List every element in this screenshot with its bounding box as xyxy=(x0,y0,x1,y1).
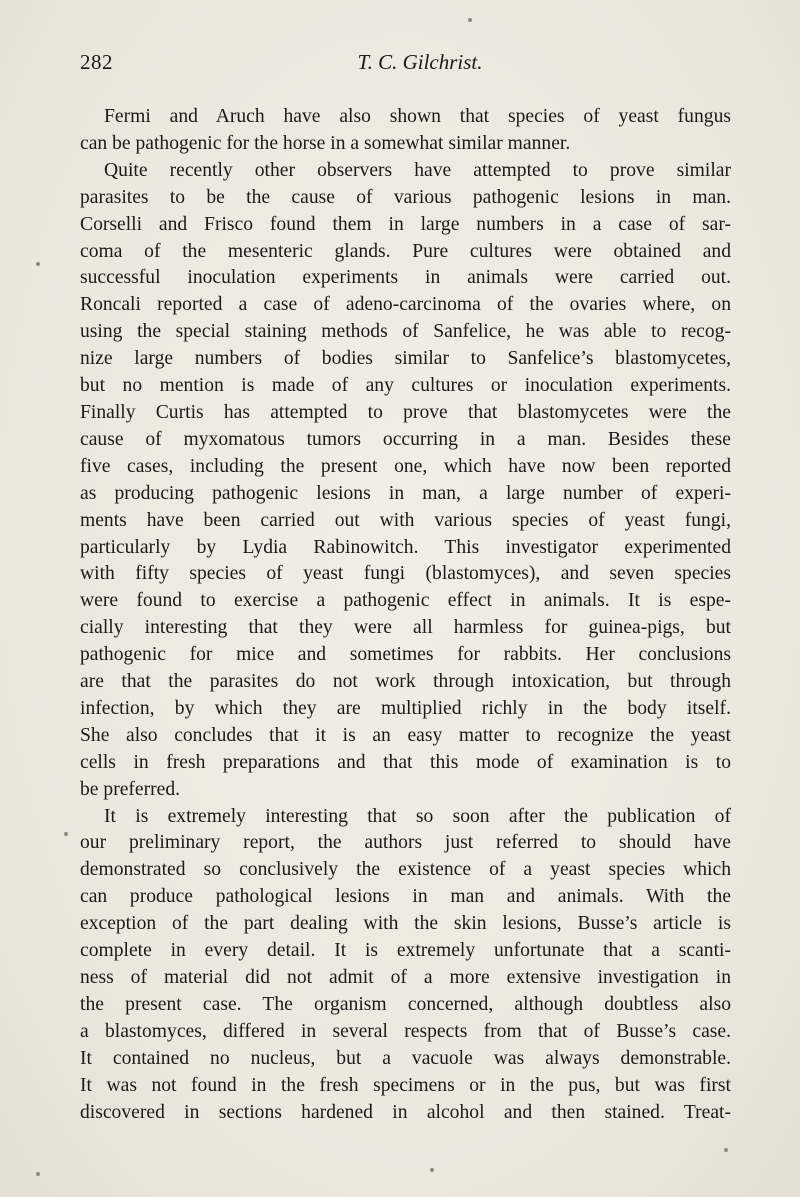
text-line: demonstrated so conclusively the existence of a yeast species which xyxy=(80,859,731,881)
text-line: Corselli and Frisco found them in large numbers in a case of sar- xyxy=(80,213,731,235)
text-line: It was not found in the fresh specimens or in the pus, but was first xyxy=(80,1074,731,1096)
text-line: can produce pathological lesions in man and animals. With the xyxy=(80,886,731,908)
text-line: exception of the part dealing with the skin lesions, Busse’s article is xyxy=(80,913,731,935)
text-line: were found to exercise a pathogenic effect in animals. It is espe- xyxy=(80,590,731,612)
text-line: complete in every detail. It is extremely unfortunate that a scanti- xyxy=(80,940,731,962)
paper-speck xyxy=(468,18,472,22)
text-line: pathogenic for mice and sometimes for rabbits. Her conclusions xyxy=(80,644,731,666)
running-header xyxy=(80,50,730,80)
text-line: as producing pathogenic lesions in man, a large number of experi- xyxy=(80,482,731,504)
paper-speck xyxy=(36,1172,40,1176)
text-line: with fifty species of yeast fungi (blastomyces), and seven species xyxy=(80,563,731,585)
text-line: It contained no nucleus, but a vacuole was always demonstrable. xyxy=(80,1047,731,1069)
text-line: but no mention is made of any cultures or inoculation experiments. xyxy=(80,375,731,397)
text-line: cells in fresh preparations and that this mode of examination is to xyxy=(80,751,731,773)
text-line: a blastomyces, differed in several respects from that of Busse’s case. xyxy=(80,1020,731,1042)
page-number: 282 xyxy=(80,50,113,74)
text-line: Finally Curtis has attempted to prove that blastomycetes were the xyxy=(80,401,731,423)
text-line: using the special staining methods of Sanfelice, he was able to recog- xyxy=(80,321,731,343)
text-line: the present case. The organism concerned, although doubtless also xyxy=(80,993,731,1015)
text-line: cially interesting that they were all harmless for guinea-pigs, but xyxy=(80,617,731,639)
text-line: can be pathogenic for the horse in a somewhat similar manner. xyxy=(80,132,571,154)
paper-speck xyxy=(64,832,68,836)
text-line: coma of the mesenteric glands. Pure cultures were obtained and xyxy=(80,240,731,262)
text-line: Quite recently other observers have attempted to prove similar xyxy=(104,159,731,181)
text-line: cause of myxomatous tumors occurring in a man. Besides these xyxy=(80,428,731,450)
text-line: ness of material did not admit of a more extensive investigation in xyxy=(80,967,731,988)
text-line: five cases, including the present one, which have now been reported xyxy=(80,455,731,477)
text-line: Fermi and Aruch have also shown that species of yeast fungus xyxy=(104,106,731,127)
body-text xyxy=(80,104,731,1126)
paper-speck xyxy=(724,1148,728,1152)
text-line: are that the parasites do not work through intoxication, but through xyxy=(80,671,731,693)
text-line: parasites to be the cause of various pathogenic lesions in man. xyxy=(80,186,731,208)
text-line: She also concludes that it is an easy matter to recognize the yeast xyxy=(80,724,731,746)
text-line: successful inoculation experiments in animals were carried out. xyxy=(80,267,731,289)
text-line: discovered in sections hardened in alcohol and then stained. Treat- xyxy=(80,1101,731,1123)
running-title: T. C. Gilchrist. xyxy=(357,50,483,74)
paper-speck xyxy=(430,1168,434,1172)
text-line: nize large numbers of bodies similar to Sanfelice’s blastomycetes, xyxy=(80,348,731,370)
text-line: It is extremely interesting that so soon after the publication of xyxy=(104,805,731,827)
text-line: be preferred. xyxy=(80,778,181,800)
text-line: infection, by which they are multiplied richly in the body itself. xyxy=(80,697,731,719)
text-line: particularly by Lydia Rabinowitch. This investigator experimented xyxy=(80,536,731,558)
paper-speck xyxy=(36,262,40,266)
text-line: Roncali reported a case of adeno-carcinoma of the ovaries where, on xyxy=(80,294,731,316)
text-line: ments have been carried out with various species of yeast fungi, xyxy=(80,509,731,531)
text-line: our preliminary report, the authors just referred to should have xyxy=(80,832,731,854)
